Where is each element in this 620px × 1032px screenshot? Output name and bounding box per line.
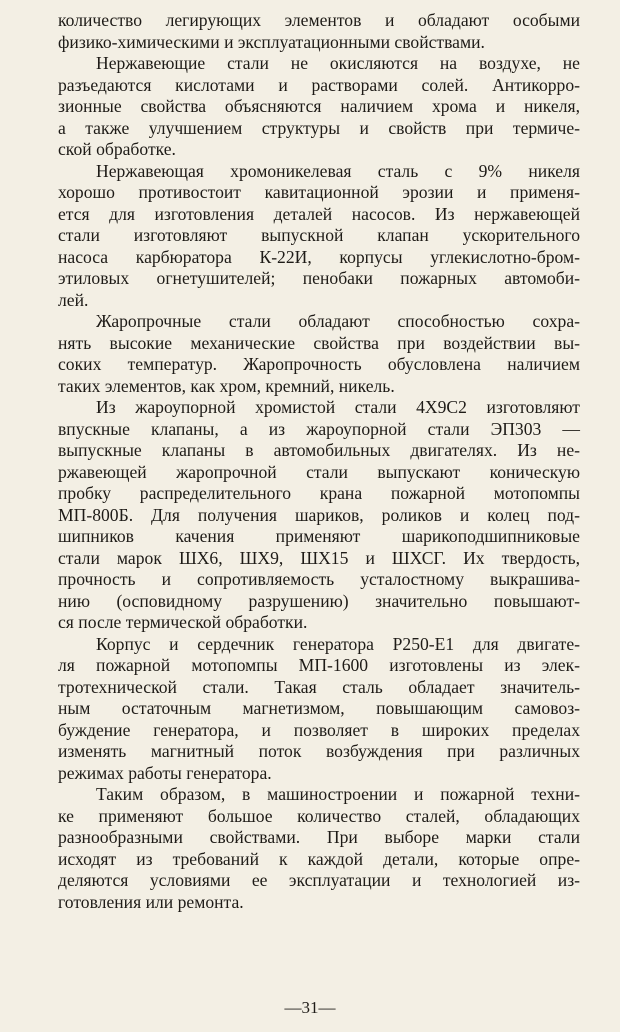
text-line: соких температур. Жаропрочность обусловлена наличием xyxy=(58,354,580,374)
paragraph xyxy=(58,397,580,634)
text-line: Нержавеющие стали не окисляются на воздухе, не xyxy=(96,53,580,73)
text-line: Таким образом, в машиностроении и пожарной техни- xyxy=(96,784,580,804)
page-body xyxy=(58,10,580,913)
text-line: насоса карбюратора К-22И, корпусы углекислотно-бром- xyxy=(58,246,580,267)
text-line: разъедаются кислотами и растворами солей. Антикорро- xyxy=(58,74,580,95)
text-line: прочность и сопротивляемость усталостному выкрашива- xyxy=(58,569,580,589)
text-line: МП-800Б. Для получения шариков, роликов и колец под- xyxy=(58,504,580,525)
text-line: нию (осповидному разрушению) значительно повышают- xyxy=(58,590,580,611)
text-line: ской обработке. xyxy=(58,139,176,159)
page-number: —31— xyxy=(284,998,336,1017)
paragraph xyxy=(58,634,580,785)
text-line: Из жароупорной хромистой стали 4Х9С2 изготовляют xyxy=(96,397,580,417)
text-line: ется для изготовления деталей насосов. Из нержавеющей xyxy=(58,203,580,224)
paragraph xyxy=(58,784,580,913)
text-line: нять высокие механические свойства при воздействии вы- xyxy=(58,332,580,353)
text-line: ным остаточным магнетизмом, повышающим самовоз- xyxy=(58,698,580,718)
text-line: режимах работы генератора. xyxy=(58,762,272,783)
text-line: этиловых огнетушителей; пенобаки пожарных автомоби- xyxy=(58,268,580,288)
text-line: деляются условиями ее эксплуатации и технологией из- xyxy=(58,870,580,890)
text-line: готовления или ремонта. xyxy=(58,891,244,912)
text-line: физико-химическими и эксплуатационными свойствами. xyxy=(58,31,485,52)
text-line: впускные клапаны, а из жароупорной стали ЭП303 — xyxy=(58,418,580,439)
text-line: шипников качения применяют шарикоподшипниковые xyxy=(58,526,580,546)
paragraph xyxy=(58,10,580,53)
text-line: ржавеющей жаропрочной стали выпускают коническую xyxy=(58,461,580,482)
text-line: лей. xyxy=(58,289,89,310)
text-line: стали изготовляют выпускной клапан ускорительного xyxy=(58,225,580,245)
text-line: изменять магнитный поток возбуждения при различных xyxy=(58,741,580,761)
text-line: тротехнической стали. Такая сталь обладает значитель- xyxy=(58,676,580,697)
text-line: буждение генератора, и позволяет в широких пределах xyxy=(58,719,580,740)
text-line: выпускные клапаны в автомобильных двигателях. Из не- xyxy=(58,440,580,460)
text-line: Корпус и сердечник генератора Р250-Е1 для двигате- xyxy=(96,633,580,654)
text-line: хорошо противостоит кавитационной эрозии и применя- xyxy=(58,182,580,202)
paragraph xyxy=(58,161,580,312)
text-line: разнообразными свойствами. При выборе марки стали xyxy=(58,827,580,847)
text-line: зионные свойства объясняются наличием хрома и никеля, xyxy=(58,96,580,116)
text-line: пробку распределительного крана пожарной мотопомпы xyxy=(58,483,580,503)
text-line: а также улучшением структуры и свойств при термиче- xyxy=(58,117,580,138)
text-line: Жаропрочные стали обладают способностью сохра- xyxy=(96,311,580,331)
text-line: ля пожарной мотопомпы МП-1600 изготовлены из элек- xyxy=(58,655,580,675)
text-line: количество легирующих элементов и обладают особыми xyxy=(58,10,580,30)
text-line: ке применяют большое количество сталей, обладающих xyxy=(58,805,580,826)
text-line: стали марок ШХ6, ШХ9, ШХ15 и ШХСГ. Их твердость, xyxy=(58,547,580,568)
paragraph xyxy=(58,311,580,397)
text-line: ся после термической обработки. xyxy=(58,612,308,632)
text-line: таких элементов, как хром, кремний, никель. xyxy=(58,375,395,396)
paragraph xyxy=(58,53,580,161)
text-line: Нержавеющая хромоникелевая сталь с 9% никеля xyxy=(96,160,580,181)
text-line: исходят из требований к каждой детали, которые опре- xyxy=(58,848,580,869)
